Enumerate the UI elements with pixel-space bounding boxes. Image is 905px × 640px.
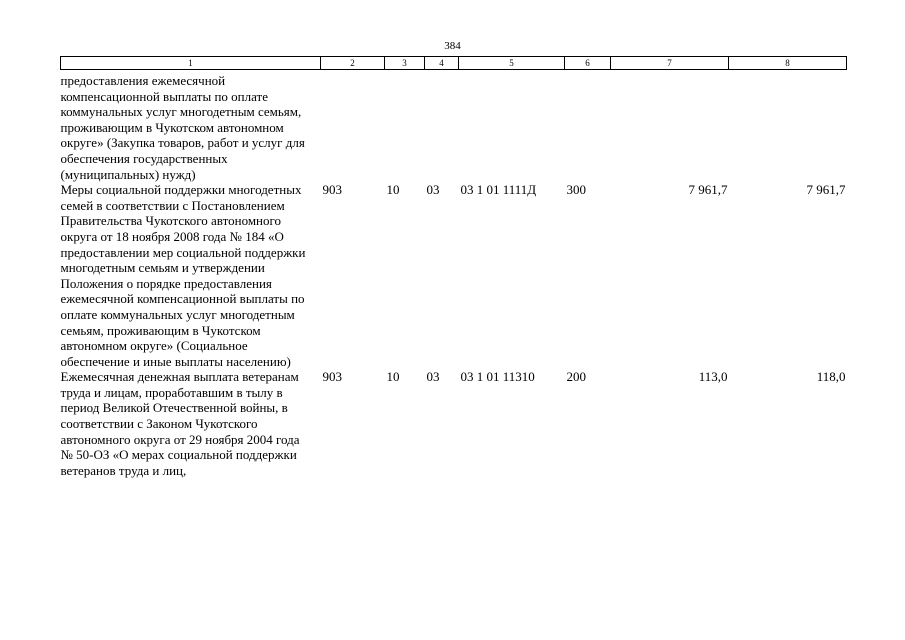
row-ministry-code: 903 <box>322 369 342 385</box>
row-amount-col7: 7 961,7 <box>688 182 728 198</box>
row-section-code: 10 <box>386 369 400 385</box>
row-section-code <box>385 70 425 183</box>
row-expense-type: 300 <box>566 182 586 198</box>
table-row <box>61 70 847 183</box>
column-header-3: 3 <box>385 57 425 70</box>
row-target-article: 03 1 01 1111Д <box>460 182 537 198</box>
table-row <box>61 369 847 478</box>
row-subsection-code: 03 <box>426 182 440 198</box>
row-amount-col7: 113,0 <box>698 369 728 385</box>
row-section-code: 10 <box>386 182 400 198</box>
column-header-2: 2 <box>321 57 385 70</box>
column-number-header-row <box>61 57 847 70</box>
column-header-6: 6 <box>565 57 611 70</box>
row-subsection-code <box>425 70 459 183</box>
row-target-article <box>459 70 565 183</box>
budget-table <box>60 56 847 478</box>
column-header-5: 5 <box>459 57 565 70</box>
row-amount-col8: 7 961,7 <box>806 182 846 198</box>
row-amount-col8 <box>729 70 847 183</box>
column-header-1: 1 <box>61 57 321 70</box>
row-ministry-code <box>321 70 385 183</box>
page-number: 384 <box>444 40 461 52</box>
row-amount-col7 <box>611 70 729 183</box>
table-row <box>61 182 847 369</box>
column-header-4: 4 <box>425 57 459 70</box>
row-description: Меры социальной поддержки многодетных семей в соответствии с Постановлением Правительства Чукотского автономного округа от 18 ноября 2008 года № 184 «О предоставлении мер социальной поддержки многодетным семьям и утверждении Положения о порядке предоставления ежемесячной компенсационной выплаты по оплате коммунальных услуг многодетным семьям, проживающим в Чукотском автономном округе» (Социальное обеспечение и иные выплаты населению) <box>60 182 306 369</box>
column-header-8: 8 <box>729 57 847 70</box>
column-header-7: 7 <box>611 57 729 70</box>
row-ministry-code: 903 <box>322 182 342 198</box>
row-subsection-code: 03 <box>426 369 440 385</box>
row-expense-type <box>565 70 611 183</box>
row-description: предоставления ежемесячной компенсационной выплаты по оплате коммунальных услуг многодетным семьям, проживающим в Чукотском автономном округе» (Закупка товаров, работ и услуг для обеспечения государственных (муниципальных) нужд) <box>60 73 305 182</box>
row-expense-type: 200 <box>566 369 586 385</box>
row-amount-col8: 118,0 <box>816 369 846 385</box>
row-target-article: 03 1 01 11310 <box>460 369 535 385</box>
row-description: Ежемесячная денежная выплата ветеранам труда и лицам, проработавшим в тылу в период Великой Отечественной войны, в соответствии с Законом Чукотского автономного округа от 29 ноября 2004 года № 50-ОЗ «О мерах социальной поддержки ветеранов труда и лиц, <box>60 369 300 478</box>
